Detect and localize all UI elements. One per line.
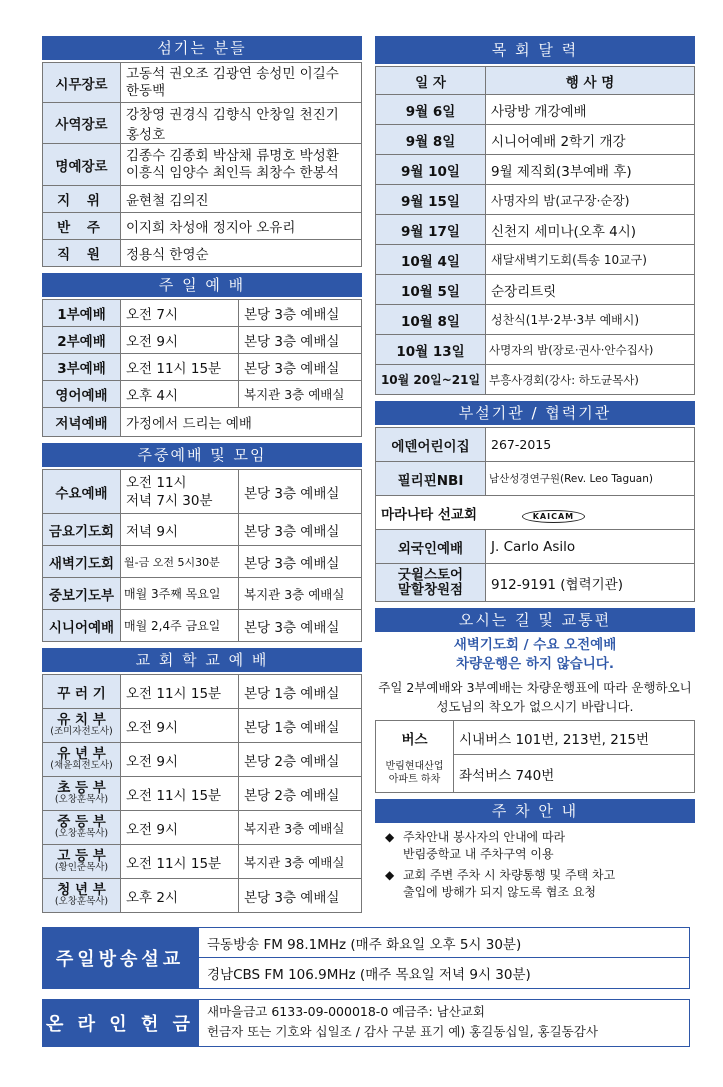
bus-stop-line: 반림현대산업 bbox=[385, 761, 444, 773]
bus-label: 버스 bbox=[376, 721, 454, 755]
row-time: 오전 11시 15분 bbox=[121, 845, 239, 879]
broadcast-line: 경남CBS FM 106.9MHz (매주 목요일 저녁 9시 30분) bbox=[207, 967, 531, 983]
table-row bbox=[43, 381, 362, 408]
row-time: 오후 2시 bbox=[121, 879, 239, 913]
row-label-text: 초 등 부 bbox=[57, 780, 106, 796]
servants-table bbox=[42, 62, 362, 267]
event-date: 9월 8일 bbox=[376, 125, 486, 155]
row-place: 복지관 3층 예배실 bbox=[239, 811, 362, 845]
bus-stop-line: 아파트 하차 bbox=[388, 774, 441, 786]
event-name: 9월 제직회(3부예배 후) bbox=[486, 155, 695, 185]
broadcast-bar bbox=[42, 927, 690, 989]
affiliate-value: 912-9191 (협력기관) bbox=[486, 564, 695, 602]
table-row bbox=[376, 275, 695, 305]
row-label: 1부예배 bbox=[43, 300, 121, 327]
row-value: 이지희 차성애 정지아 오유리 bbox=[121, 213, 362, 240]
table-row bbox=[43, 103, 362, 144]
table-row bbox=[43, 845, 362, 879]
table-row bbox=[376, 185, 695, 215]
row-label: 저녁예배 bbox=[43, 408, 121, 437]
row-label bbox=[43, 709, 121, 743]
event-date: 9월 10일 bbox=[376, 155, 486, 185]
row-place: 본당 3층 예배실 bbox=[239, 546, 362, 578]
table-row bbox=[376, 496, 695, 530]
row-label: 시니어예배 bbox=[43, 610, 121, 642]
row-label: 직 원 bbox=[43, 240, 121, 267]
row-label-sub: (오창훈목사) bbox=[54, 828, 109, 839]
table-row bbox=[43, 879, 362, 913]
table-row bbox=[43, 675, 362, 709]
row-place: 본당 3층 예배실 bbox=[239, 470, 362, 514]
parking-box bbox=[375, 823, 695, 901]
row-value: 고동석 권오조 김광연 송성민 이길수 한동백 bbox=[121, 63, 362, 103]
table-row bbox=[43, 144, 362, 186]
row-label-text: 유 치 부 bbox=[57, 712, 106, 728]
row-label: 중보기도부 bbox=[43, 578, 121, 610]
row-place: 본당 3층 예배실 bbox=[239, 879, 362, 913]
table-row bbox=[43, 240, 362, 267]
row-value: 김종수 김종회 박삼채 류명호 박성환 이흥식 임양수 최인득 최창수 한봉석 bbox=[121, 144, 362, 186]
event-date: 10월 13일 bbox=[376, 335, 486, 365]
table-row bbox=[43, 327, 362, 354]
row-time: 오전 9시 bbox=[121, 327, 239, 354]
calendar-header: 목 회 달 력 bbox=[375, 36, 695, 64]
table-row bbox=[376, 215, 695, 245]
table-row bbox=[43, 546, 362, 578]
online-offering-lines bbox=[198, 999, 690, 1047]
table-row bbox=[376, 95, 695, 125]
table-row bbox=[43, 408, 362, 437]
row-place: 본당 3층 예배실 bbox=[239, 300, 362, 327]
row-place: 본당 3층 예배실 bbox=[239, 354, 362, 381]
table-row bbox=[376, 564, 695, 602]
event-date: 9월 15일 bbox=[376, 185, 486, 215]
event-date: 10월 4일 bbox=[376, 245, 486, 275]
row-time: 오전 11시 15분 bbox=[121, 354, 239, 381]
affiliate-logo-row bbox=[376, 496, 695, 530]
table-row bbox=[376, 462, 695, 496]
table-row bbox=[376, 155, 695, 185]
broadcast-title: 주일방송설교 bbox=[42, 927, 198, 989]
row-label-text: 청 년 부 bbox=[57, 882, 106, 898]
affiliate-label bbox=[376, 564, 486, 602]
row-time: 저녁 9시 bbox=[121, 514, 239, 546]
event-date: 9월 6일 bbox=[376, 95, 486, 125]
diamond-icon: ◆ bbox=[385, 868, 395, 882]
table-row bbox=[43, 610, 362, 642]
directions-notice: 새벽기도회 / 수요 오전예배 bbox=[453, 637, 617, 653]
table-row bbox=[376, 125, 695, 155]
row-label bbox=[43, 743, 121, 777]
school-header: 교 회 학 교 예 배 bbox=[42, 648, 362, 672]
row-place: 복지관 3층 예배실 bbox=[239, 381, 362, 408]
parking-item-line: 반림중학교 내 주차구역 이용 bbox=[403, 847, 554, 861]
row-time: 오전 9시 bbox=[121, 811, 239, 845]
table-row bbox=[376, 245, 695, 275]
event-name: 순장리트릿 bbox=[486, 275, 695, 305]
row-time: 매월 3주째 목요일 bbox=[121, 578, 239, 610]
event-name: 시니어예배 2학기 개강 bbox=[486, 125, 695, 155]
event-name: 사명자의 밤(장로·권사·안수집사) bbox=[486, 335, 695, 365]
broadcast-lines bbox=[198, 927, 690, 989]
row-value: 정용식 한영순 bbox=[121, 240, 362, 267]
table-row bbox=[376, 755, 695, 793]
affiliate-label-line: 말할창원점 bbox=[397, 581, 464, 598]
event-name: 사명자의 밤(교구장·순장) bbox=[486, 185, 695, 215]
kaicam-logo-icon: KAICAM bbox=[522, 510, 585, 523]
table-row bbox=[43, 578, 362, 610]
parking-item-line: 주차안내 봉사자의 안내에 따라 bbox=[403, 830, 566, 844]
bus-table bbox=[375, 720, 695, 793]
affiliate-label: 필리핀NBI bbox=[376, 462, 486, 496]
row-label bbox=[43, 879, 121, 913]
parking-item-line: 출입에 방해가 되지 않도록 협조 요청 bbox=[403, 885, 596, 899]
calendar-table bbox=[375, 66, 695, 395]
affiliate-label: 마라나타 선교회 bbox=[381, 506, 477, 523]
broadcast-line: 극동방송 FM 98.1MHz (매주 화요일 오후 5시 30분) bbox=[199, 928, 689, 958]
table-row bbox=[43, 777, 362, 811]
row-label: 3부예배 bbox=[43, 354, 121, 381]
directions-box bbox=[375, 632, 695, 716]
school-table bbox=[42, 674, 362, 913]
event-name: 사랑방 개강예배 bbox=[486, 95, 695, 125]
affiliate-label-line: 굿윌스토어 bbox=[397, 566, 464, 583]
affiliate-label: 에덴어린이집 bbox=[376, 428, 486, 462]
row-value: 가정에서 드리는 예배 bbox=[121, 408, 362, 437]
row-time: 오전 9시 bbox=[121, 709, 239, 743]
row-time: 오후 4시 bbox=[121, 381, 239, 408]
table-row bbox=[376, 530, 695, 564]
row-place: 본당 1층 예배실 bbox=[239, 709, 362, 743]
table-row bbox=[43, 63, 362, 103]
parking-item-line: 교회 주변 주차 시 차량통행 및 주택 차고 bbox=[403, 868, 616, 882]
affiliate-value: 남산성경연구원(Rev. Leo Taguan) bbox=[486, 462, 695, 496]
row-place: 본당 2층 예배실 bbox=[239, 777, 362, 811]
row-time bbox=[121, 470, 239, 514]
row-label-text: 유 년 부 bbox=[57, 746, 106, 762]
online-offering-line: 헌금자 또는 기호와 십일조 / 감사 구분 표기 예) 홍길동십일, 홍길동감사 bbox=[207, 1024, 598, 1039]
row-place: 복지관 3층 예배실 bbox=[239, 845, 362, 879]
row-time: 오전 9시 bbox=[121, 743, 239, 777]
col-header-event: 행 사 명 bbox=[486, 67, 695, 95]
row-place: 본당 3층 예배실 bbox=[239, 610, 362, 642]
row-label bbox=[43, 675, 121, 709]
table-row bbox=[43, 186, 362, 213]
row-label bbox=[43, 777, 121, 811]
table-row bbox=[376, 305, 695, 335]
row-label: 새벽기도회 bbox=[43, 546, 121, 578]
diamond-icon: ◆ bbox=[385, 830, 395, 844]
row-label-sub: (오창훈목사) bbox=[54, 896, 109, 907]
row-place: 본당 3층 예배실 bbox=[239, 514, 362, 546]
right-column bbox=[375, 36, 695, 901]
event-date: 10월 5일 bbox=[376, 275, 486, 305]
row-time: 오전 7시 bbox=[121, 300, 239, 327]
table-row bbox=[376, 428, 695, 462]
online-offering-title: 온 라 인 헌 금 bbox=[42, 999, 198, 1047]
row-label-sub: (오창훈목사) bbox=[54, 794, 109, 805]
servants-header: 섬기는 분들 bbox=[42, 36, 362, 60]
row-label: 지 위 bbox=[43, 186, 121, 213]
parking-item bbox=[385, 829, 691, 863]
row-label: 시무장로 bbox=[43, 63, 121, 103]
row-time-line: 오전 11시 bbox=[126, 474, 187, 491]
event-date: 10월 20일~21일 bbox=[376, 365, 486, 395]
table-row bbox=[43, 514, 362, 546]
affiliates-header: 부설기관 / 협력기관 bbox=[375, 401, 695, 425]
event-name: 새달새벽기도회(특송 10교구) bbox=[486, 245, 695, 275]
bus-line: 시내버스 101번, 213번, 215번 bbox=[454, 721, 695, 755]
row-label: 명예장로 bbox=[43, 144, 121, 186]
row-time-line: 저녁 7시 30분 bbox=[126, 492, 213, 509]
online-offering-bar bbox=[42, 999, 690, 1047]
table-row bbox=[43, 743, 362, 777]
directions-header: 오시는 길 및 교통편 bbox=[375, 608, 695, 632]
bus-line: 좌석버스 740번 bbox=[454, 755, 695, 793]
row-time: 매월 2,4주 금요일 bbox=[121, 610, 239, 642]
weekday-table bbox=[42, 469, 362, 642]
row-label-sub: (채윤희전도사) bbox=[50, 760, 113, 771]
table-row bbox=[43, 300, 362, 327]
row-label-sub: (조미자전도사) bbox=[50, 726, 113, 737]
table-header-row bbox=[376, 67, 695, 95]
row-label: 반 주 bbox=[43, 213, 121, 240]
row-label-text: 꾸 러 기 bbox=[57, 685, 106, 702]
weekday-header: 주중예배 및 모임 bbox=[42, 443, 362, 467]
row-place: 본당 2층 예배실 bbox=[239, 743, 362, 777]
table-row bbox=[43, 213, 362, 240]
table-row bbox=[43, 470, 362, 514]
row-place: 본당 1층 예배실 bbox=[239, 675, 362, 709]
bus-stop bbox=[376, 755, 454, 793]
row-time: 오전 11시 15분 bbox=[121, 675, 239, 709]
row-label: 영어예배 bbox=[43, 381, 121, 408]
row-label bbox=[43, 845, 121, 879]
online-offering-line: 새마을금고 6133-09-000018-0 예금주: 남산교회 bbox=[207, 1004, 485, 1019]
left-column bbox=[42, 36, 362, 913]
affiliate-label: 외국인예배 bbox=[376, 530, 486, 564]
event-date: 10월 8일 bbox=[376, 305, 486, 335]
table-row bbox=[376, 365, 695, 395]
row-time: 월-금 오전 5시30분 bbox=[121, 546, 239, 578]
col-header-date: 일 자 bbox=[376, 67, 486, 95]
affiliates-table bbox=[375, 427, 695, 602]
parking-item bbox=[385, 867, 691, 901]
sunday-header: 주 일 예 배 bbox=[42, 273, 362, 297]
row-place: 본당 3층 예배실 bbox=[239, 327, 362, 354]
row-value: 윤현철 김의진 bbox=[121, 186, 362, 213]
table-row bbox=[376, 335, 695, 365]
row-label: 사역장로 bbox=[43, 103, 121, 144]
event-name: 신천지 세미나(오후 4시) bbox=[486, 215, 695, 245]
row-time: 오전 11시 15분 bbox=[121, 777, 239, 811]
table-row bbox=[376, 721, 695, 755]
affiliate-value: J. Carlo Asilo bbox=[486, 530, 695, 564]
row-label bbox=[43, 811, 121, 845]
row-label: 2부예배 bbox=[43, 327, 121, 354]
row-label-sub: (황인준목사) bbox=[54, 862, 109, 873]
row-label-text: 고 등 부 bbox=[57, 848, 106, 864]
row-place: 복지관 3층 예배실 bbox=[239, 578, 362, 610]
row-label: 금요기도회 bbox=[43, 514, 121, 546]
sunday-table bbox=[42, 299, 362, 437]
event-name: 부흥사경회(강사: 하도균목사) bbox=[486, 365, 695, 395]
event-date: 9월 17일 bbox=[376, 215, 486, 245]
row-label-text: 중 등 부 bbox=[57, 814, 106, 830]
directions-text: 주일 2부예배와 3부예배는 차량운행표에 따라 운행하오니 성도님의 착오가 없으시기 바랍니다. bbox=[378, 680, 692, 714]
table-row bbox=[43, 709, 362, 743]
event-name: 성찬식(1부·2부·3부 예배시) bbox=[486, 305, 695, 335]
table-row bbox=[43, 354, 362, 381]
row-value: 강창영 권경식 김향식 안창일 천진기 홍성호 bbox=[121, 103, 362, 144]
table-row bbox=[43, 811, 362, 845]
directions-notice: 차량운행은 하지 않습니다. bbox=[456, 656, 614, 672]
parking-header: 주 차 안 내 bbox=[375, 799, 695, 823]
row-label: 수요예배 bbox=[43, 470, 121, 514]
affiliate-value: 267-2015 bbox=[486, 428, 695, 462]
